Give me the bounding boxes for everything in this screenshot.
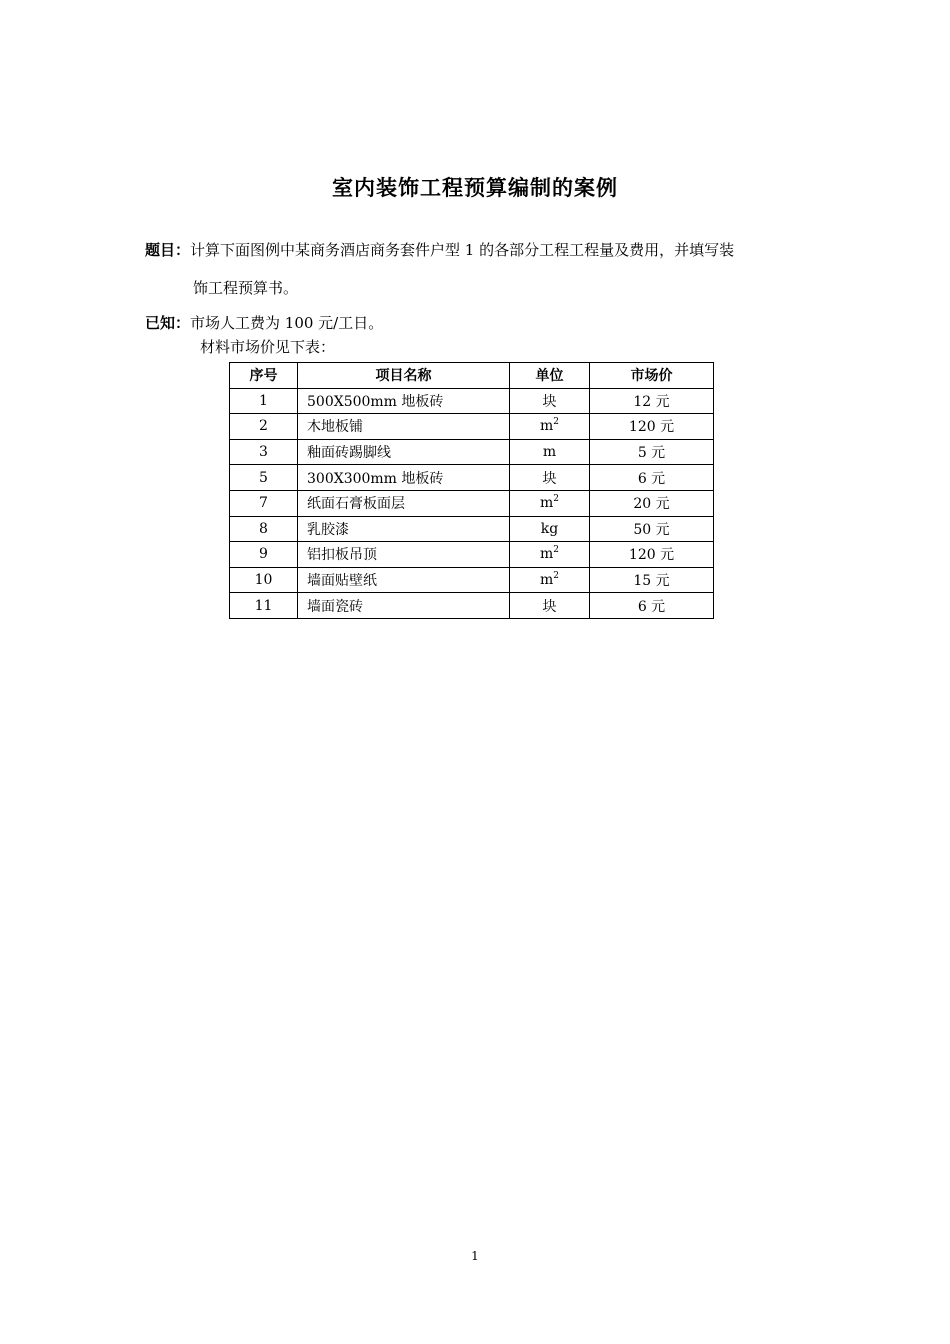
header-unit: 单位 (510, 363, 590, 389)
cell-price: 120 元 (590, 414, 714, 440)
cell-no: 10 (230, 567, 298, 593)
cell-name: 300X300mm 地板砖 (298, 465, 510, 491)
table-row (230, 490, 714, 516)
cell-no: 2 (230, 414, 298, 440)
table-row (230, 567, 714, 593)
table-header-row (230, 363, 714, 389)
table-row (230, 388, 714, 414)
cell-unit (510, 516, 590, 542)
question-line-2: 饰工程预算书。 (193, 279, 299, 297)
unit-text: m (539, 546, 554, 563)
unit-text: 块 (542, 470, 557, 487)
table-row (230, 414, 714, 440)
table-row (230, 593, 714, 619)
page-number: 1 (471, 1249, 479, 1263)
cell-price: 6 元 (590, 465, 714, 491)
cell-price: 15 元 (590, 567, 714, 593)
cell-no: 5 (230, 465, 298, 491)
cell-price: 20 元 (590, 490, 714, 516)
table-body (230, 388, 714, 618)
cell-price: 120 元 (590, 542, 714, 568)
cell-price: 12 元 (590, 388, 714, 414)
cell-name: 乳胶漆 (298, 516, 510, 542)
cell-name: 釉面砖踢脚线 (298, 439, 510, 465)
unit-text: kg (540, 520, 559, 537)
unit-text: 块 (542, 598, 557, 615)
cell-price: 6 元 (590, 593, 714, 619)
cell-no: 9 (230, 542, 298, 568)
cell-unit (510, 439, 590, 465)
question-line-1 (145, 240, 734, 260)
header-no: 序号 (230, 363, 298, 389)
cell-no: 11 (230, 593, 298, 619)
cell-name: 墙面瓷砖 (298, 593, 510, 619)
cell-name: 500X500mm 地板砖 (298, 388, 510, 414)
cell-unit (510, 593, 590, 619)
cell-no: 1 (230, 388, 298, 414)
unit-text: m (539, 495, 554, 512)
header-price: 市场价 (590, 363, 714, 389)
unit-superscript: 2 (553, 494, 559, 505)
unit-superscript: 2 (553, 417, 559, 428)
cell-name: 墙面贴壁纸 (298, 567, 510, 593)
cell-no: 3 (230, 439, 298, 465)
unit-text: m (539, 572, 554, 589)
cell-unit (510, 414, 590, 440)
cell-unit (510, 490, 590, 516)
cell-price: 5 元 (590, 439, 714, 465)
unit-text: m (542, 444, 557, 461)
question-label: 题目： (145, 241, 191, 259)
question-text-1: 计算下面图例中某商务酒店商务套件户型 1 的各部分工程工程量及费用，并填写装 (190, 241, 735, 259)
cell-unit (510, 465, 590, 491)
known-line-2: 材料市场价见下表： (200, 338, 336, 356)
known-line-1 (145, 313, 383, 333)
header-name: 项目名称 (298, 363, 510, 389)
cell-unit (510, 542, 590, 568)
cell-name: 纸面石膏板面层 (298, 490, 510, 516)
cell-name: 木地板铺 (298, 414, 510, 440)
unit-superscript: 2 (553, 545, 559, 556)
cell-unit (510, 567, 590, 593)
table-row (230, 542, 714, 568)
table-row (230, 439, 714, 465)
unit-superscript: 2 (553, 571, 559, 582)
page-title: 室内装饰工程预算编制的案例 (332, 176, 618, 200)
unit-text: 块 (542, 393, 557, 410)
known-label: 已知： (145, 314, 191, 332)
unit-text: m (539, 418, 554, 435)
known-text-1: 市场人工费为 100 元/工日。 (190, 314, 384, 332)
table-row (230, 516, 714, 542)
cell-no: 8 (230, 516, 298, 542)
cell-unit (510, 388, 590, 414)
cell-price: 50 元 (590, 516, 714, 542)
cell-no: 7 (230, 490, 298, 516)
table-row (230, 465, 714, 491)
cell-name: 铝扣板吊顶 (298, 542, 510, 568)
material-price-table (229, 362, 714, 619)
